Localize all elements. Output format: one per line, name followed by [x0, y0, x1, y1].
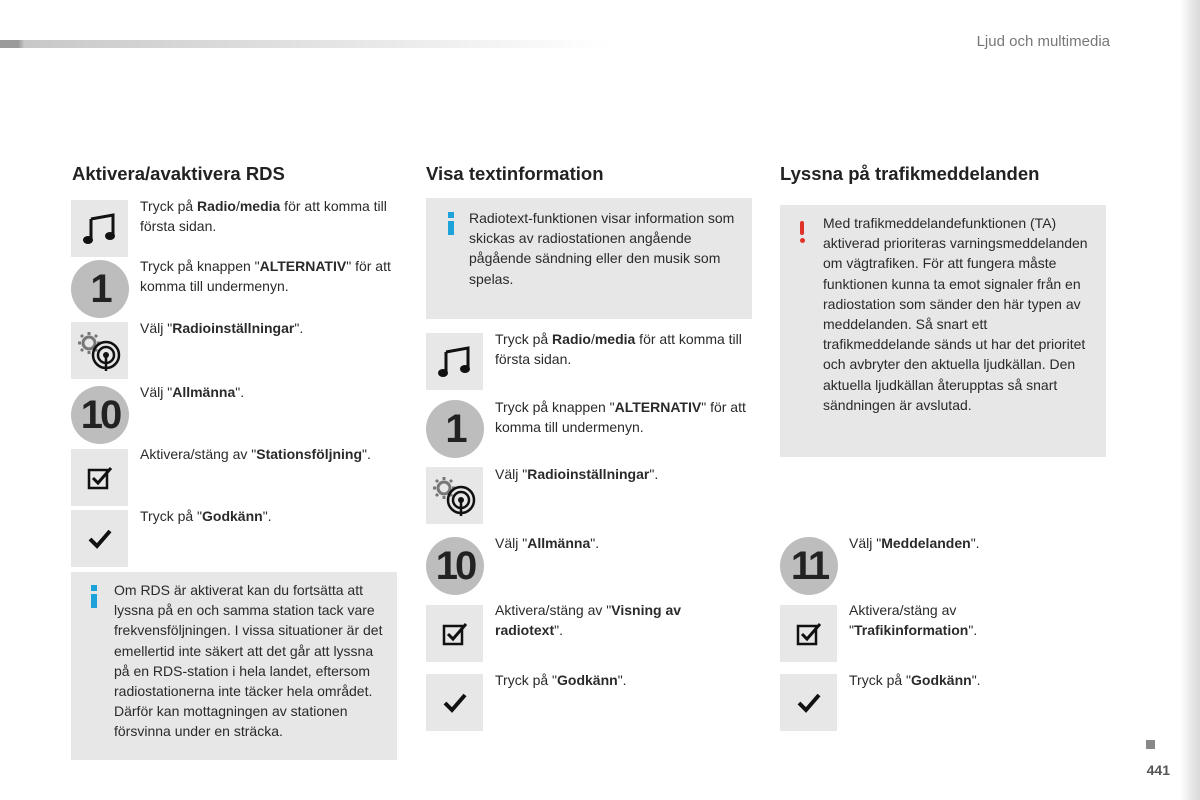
radiotext-info-box	[426, 198, 752, 319]
page-marker	[1146, 740, 1155, 749]
step-2-text: Tryck på knappen "ALTERNATIV" för att komma till undermenyn.	[495, 399, 746, 435]
traffic-warning-box	[780, 205, 1106, 457]
radiotext-info-text: Radiotext-funktionen visar information som skickas av radiostationen angående pågående sändning eller den musik som spelas.	[469, 210, 735, 287]
step-number-1: 1	[426, 400, 484, 458]
step-1-text: Tryck på Radio/media för att komma till första sidan.	[495, 331, 742, 367]
page-number: 441	[1146, 762, 1170, 778]
radio-settings-icon	[71, 322, 128, 379]
step-4-text: Välj "Allmänna".	[140, 384, 245, 400]
step-4-text: Välj "Allmänna".	[495, 535, 600, 551]
checkbox-checked-icon	[426, 605, 483, 662]
step-5-text: Aktivera/stäng av "Visning av radiotext".	[495, 602, 682, 638]
warning-icon	[800, 221, 804, 235]
music-note-icon	[71, 200, 128, 257]
step-1-text: Välj "Meddelanden".	[849, 535, 980, 551]
traffic-warning-text: Med trafikmeddelandefunktionen (TA) aktiverad prioriteras varningsmeddelanden om vägtrafiken. För att fungera måste funktionen kunna ta emot signaler från en radiostation som sänder den här typen av meddelanden. Så snart ett trafikmeddelande sänds ut har det prioritet och avbryter den aktuella ljudkällan. Den aktuella ljudkällan återupptas så snart sändningen är avslutad.	[823, 215, 1088, 413]
checkmark-icon	[71, 510, 128, 567]
step-number-1: 1	[71, 260, 129, 318]
step-2-text: Aktivera/stäng av "Trafikinformation".	[849, 602, 978, 638]
step-number-10: 10	[426, 537, 484, 595]
checkbox-checked-icon	[71, 449, 128, 506]
checkbox-checked-icon	[780, 605, 837, 662]
info-icon	[448, 212, 454, 218]
step-3-text: Tryck på "Godkänn".	[849, 672, 981, 688]
heading-textinfo: Visa textinformation	[426, 163, 604, 184]
page-edge-shadow	[1180, 0, 1200, 800]
music-note-icon	[426, 333, 483, 390]
info-icon-bar	[91, 594, 97, 608]
info-icon-bar	[448, 221, 454, 235]
checkmark-icon	[780, 674, 837, 731]
rds-info-text: Om RDS är aktiverat kan du fortsätta att lyssna på en och samma station tack vare frekvensföljningen. I vissa situationer är det emellertid inte säkert att det går att lyssna på en RDS-station i hela landet, eftersom radiostationerna inte täcker hela området. Därför kan mottagningen av stationen försvinna under en sträcka.	[114, 582, 383, 740]
step-number-11: 11	[780, 537, 838, 595]
heading-rds: Aktivera/avaktivera RDS	[72, 163, 285, 184]
heading-traffic: Lyssna på trafikmeddelanden	[780, 163, 1040, 184]
header-decor-bar	[0, 40, 610, 48]
step-1-text: Tryck på Radio/media för att komma till första sidan.	[140, 198, 387, 234]
step-6-text: Tryck på "Godkänn".	[495, 672, 627, 688]
radio-settings-icon	[426, 467, 483, 524]
step-2-text: Tryck på knappen "ALTERNATIV" för att komma till undermenyn.	[140, 258, 391, 294]
step-3-text: Välj "Radioinställningar".	[140, 320, 304, 336]
rds-info-box	[71, 572, 397, 760]
step-3-text: Välj "Radioinställningar".	[495, 466, 659, 482]
step-number-10: 10	[71, 386, 129, 444]
section-title: Ljud och multimedia	[976, 33, 1110, 50]
info-icon	[91, 585, 97, 591]
checkmark-icon	[426, 674, 483, 731]
step-5-text: Aktivera/stäng av "Stationsföljning".	[140, 446, 371, 462]
warning-icon-dot	[800, 238, 805, 243]
step-6-text: Tryck på "Godkänn".	[140, 508, 272, 524]
